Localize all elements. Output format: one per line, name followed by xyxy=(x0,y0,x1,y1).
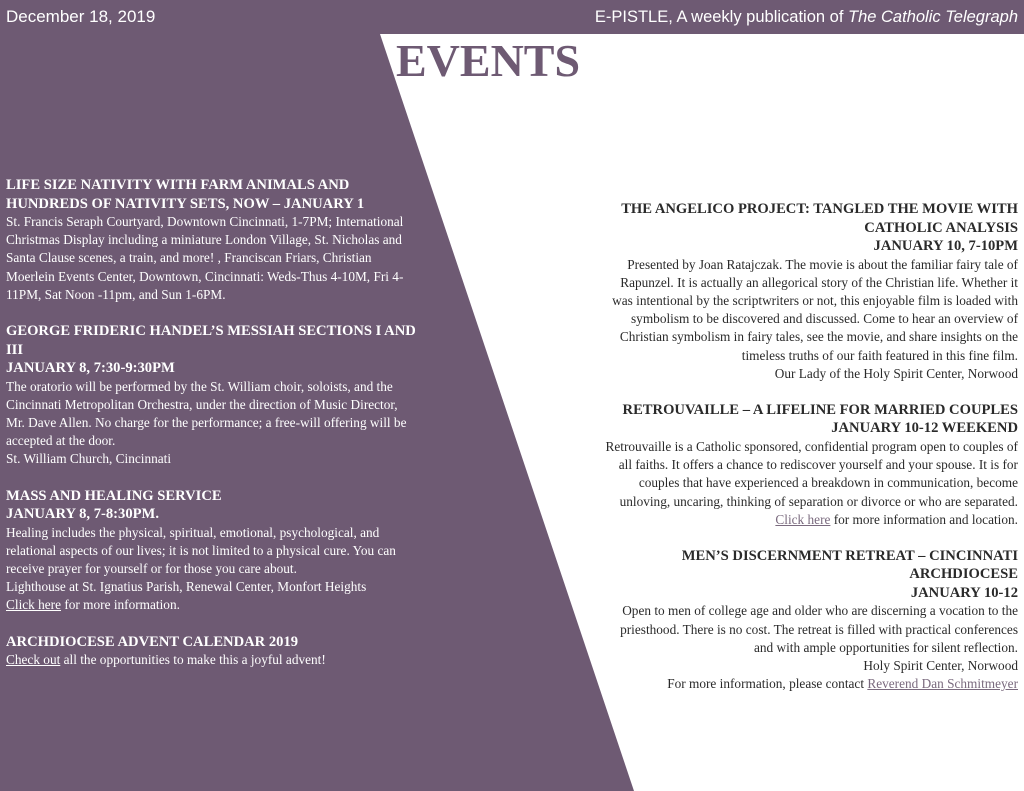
event-retrouvaille xyxy=(598,401,1018,529)
event-healing-service xyxy=(6,487,416,615)
right-events-column xyxy=(598,200,1018,711)
event-heading: THE ANGELICO PROJECT: TANGLED THE MOVIE WITH CATHOLIC ANALYSIS xyxy=(621,201,1018,236)
event-heading: GEORGE FRIDERIC HANDEL’S MESSIAH SECTIONS I AND III xyxy=(6,323,416,358)
event-date: JANUARY 10-12 WEEKEND xyxy=(831,420,1018,437)
event-location: Our Lady of the Holy Spirit Center, Norwood xyxy=(774,365,1018,381)
event-body: Open to men of college age and older who are discerning a vocation to the priesthood. There is no cost. The retreat is filled with practical conferences and with ample opportunities for silent reflection. xyxy=(620,603,1018,655)
event-location: Lighthouse at St. Ignatius Parish, Renewal Center, Monfort Heights xyxy=(6,579,367,595)
event-date: JANUARY 8, 7-8:30PM. xyxy=(6,506,159,523)
event-heading: LIFE SIZE NATIVITY WITH FARM ANIMALS AND HUNDREDS OF NATIVITY SETS, NOW – JANUARY 1 xyxy=(6,177,365,212)
event-heading: MEN’S DISCERNMENT RETREAT – CINCINNATI ARCHDIOCESE xyxy=(681,547,1018,583)
event-heading: RETROUVAILLE – A LIFELINE FOR MARRIED COUPLES xyxy=(622,401,1018,418)
event-nativity xyxy=(6,176,416,304)
event-messiah xyxy=(6,322,416,469)
publication-prefix: E-PISTLE, A weekly publication of xyxy=(594,8,848,26)
page-title: EVENTS xyxy=(396,35,581,86)
event-location: St. William Church, Cincinnati xyxy=(6,451,172,467)
link-suffix: for more information and location. xyxy=(830,511,1018,527)
event-body: Retrouvaille is a Catholic sponsored, confidential program open to couples of all faiths. It offers a chance to rediscover yourself and your spouse. It is for couples that have experienced a breakdown in communication, become unloving, uncaring, thinking of separation or divorce or who are separated. xyxy=(605,438,1018,509)
left-events-column xyxy=(6,176,416,687)
check-out-link[interactable]: Check out xyxy=(6,652,61,668)
event-body: The oratorio will be performed by the St. William choir, soloists, and the Cincinnati Metropolitan Orchestra, under the direction of Music Director, Mr. Dave Allen. No charge for the performance; a free-will offering will be accepted at the door. xyxy=(6,378,407,449)
event-body: Healing includes the physical, spiritual, emotional, psychological, and relational aspects of our lives; it is not limited to a physical cure. You can receive prayer for yourself or for those you care about. xyxy=(6,524,396,576)
link-suffix: all the opportunities to make this a joyful advent! xyxy=(60,652,326,668)
event-more-info xyxy=(6,651,416,669)
publication-name: The Catholic Telegraph xyxy=(848,8,1018,26)
event-angelico-project xyxy=(598,200,1018,383)
event-heading: MASS AND HEALING SERVICE xyxy=(6,487,222,504)
publication-line xyxy=(595,0,1018,34)
link-suffix: for more information. xyxy=(61,597,180,613)
event-discernment-retreat xyxy=(598,547,1018,694)
event-location: Holy Spirit Center, Norwood xyxy=(863,658,1018,674)
event-advent-calendar xyxy=(6,633,416,670)
click-here-link[interactable]: Click here xyxy=(775,511,831,527)
event-body: Presented by Joan Ratajczak. The movie is about the familiar fairy tale of Rapunzel. It is actually an allegorical story of the Christian life. Whether it was intentional by the scriptwriters or not, this enjoyable film is loaded with symbolism to be discovered and discussed. Come to hear an overview of Christian symbolism in fairy tales, see the movie, and share insights on the timeless truths of our faith featured in this fine film. xyxy=(612,256,1018,363)
event-more-info xyxy=(598,511,1018,529)
contact-link[interactable]: Reverend Dan Schmitmeyer xyxy=(867,676,1018,692)
contact-prefix: For more information, please contact xyxy=(667,676,868,692)
issue-date: December 18, 2019 xyxy=(6,7,156,26)
event-date: JANUARY 10, 7-10PM xyxy=(873,238,1018,254)
event-more-info xyxy=(6,596,416,614)
event-date: JANUARY 10-12 xyxy=(910,584,1018,601)
click-here-link[interactable]: Click here xyxy=(6,597,62,613)
event-heading: ARCHDIOCESE ADVENT CALENDAR 2019 xyxy=(6,633,299,650)
event-date: JANUARY 8, 7:30-9:30PM xyxy=(6,360,175,377)
event-body: St. Francis Seraph Courtyard, Downtown Cincinnati, 1-7PM; International Christmas Display including a miniature London Village, St. Nicholas and Santa Clause scenes, a train, and more! , Franciscan Friars, Christian Moerlein Events Center, Downtown, Cincinnati: Weds-Thus 4-10M, Fri 4-11PM, Sat Noon -11pm, and Sun 1-6PM. xyxy=(6,214,404,302)
event-contact xyxy=(598,675,1018,693)
